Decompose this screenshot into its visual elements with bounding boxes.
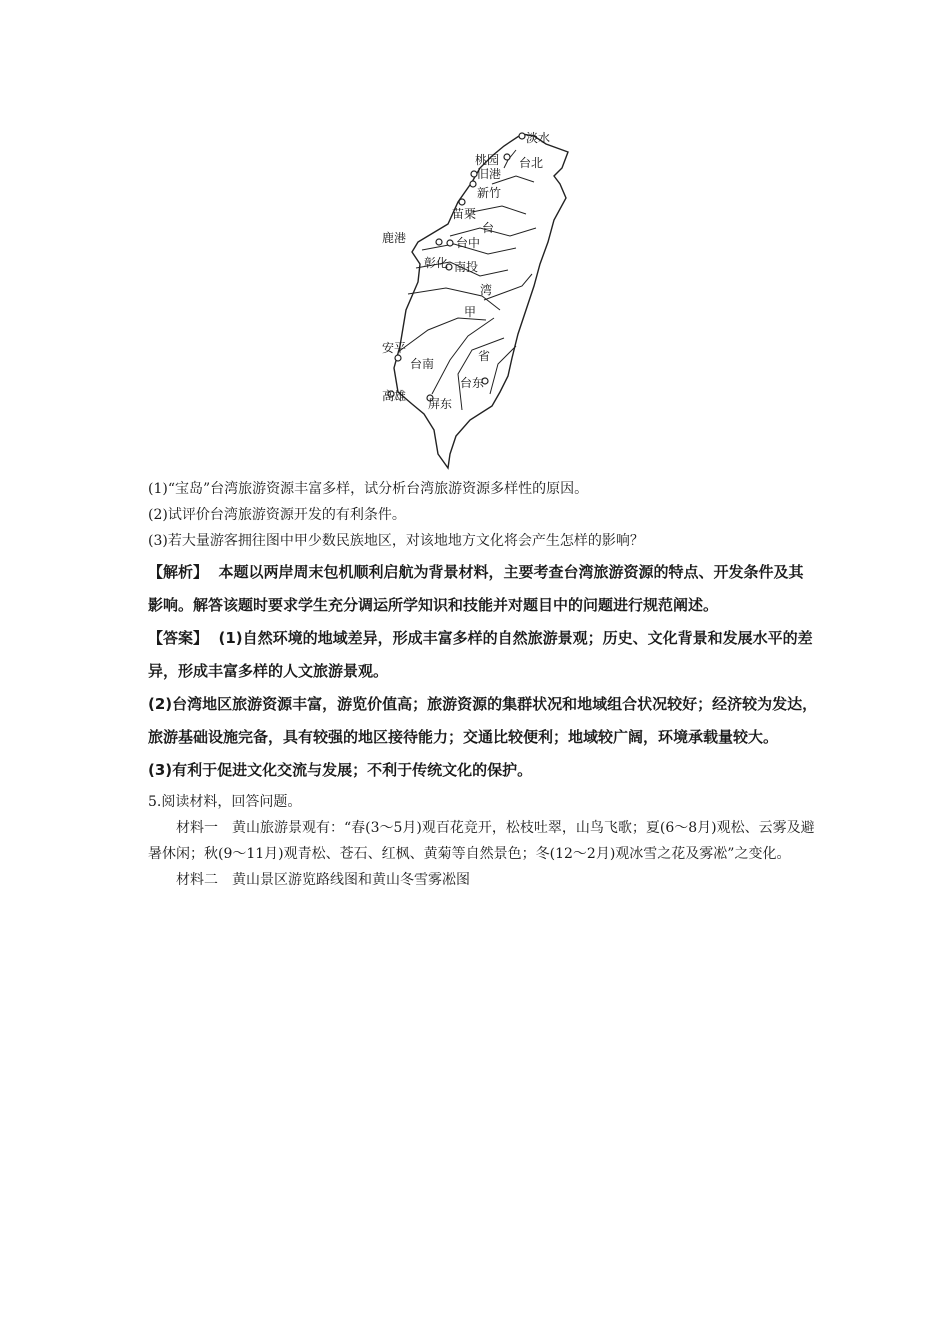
map-label-tai: 台	[482, 221, 495, 235]
question-3: (3)若大量游客拥往图中甲少数民族地区，对该地地方文化将会产生怎样的影响？	[148, 533, 644, 549]
map-label-miaoli: 苗栗	[452, 207, 477, 221]
map-label-sheng: 省	[478, 349, 491, 363]
question-5-title: 5.阅读材料，回答问题。	[148, 794, 302, 810]
taiwan-map	[376, 124, 576, 472]
answer-1: (1)自然环境的地域差异，形成丰富多样的自然旅游景观；历史、文化背景和发展水平的差异，形成丰富多样的人文旅游景观。	[148, 629, 813, 680]
map-label-taizhong: 台中	[456, 236, 481, 250]
analysis-block	[148, 556, 818, 622]
map-label-wan: 湾	[480, 283, 493, 297]
map-label-taidong: 台东	[460, 376, 485, 390]
question-1: (1)“宝岛”台湾旅游资源丰富多样，试分析台湾旅游资源多样性的原因。	[148, 481, 589, 497]
material-1: 材料一 黄山旅游景观有：“春(3～5月)观百花竞开，松枝吐翠，山鸟飞歌；夏(6～8月)观松、云雾及避暑休闲；秋(9～11月)观青松、苍石、红枫、黄菊等自然景色；冬(12～2月)观冰雪之花及雾凇”之变化。	[148, 820, 815, 862]
answer-tag: 【答案】	[148, 629, 209, 647]
answer-3: (3)有利于促进文化交流与发展；不利于传统文化的保护。	[148, 761, 533, 779]
answer-2: (2)台湾地区旅游资源丰富，游览价值高；旅游资源的集群状况和地域组合状况较好；经济较为发达，旅游基础设施完备，具有较强的地区接待能力；交通比较便利；地域较广阔，环境承载量较大。	[148, 695, 818, 746]
map-label-zhanghua: 彰化	[424, 256, 449, 270]
map-label-pingdong: 屏东	[428, 397, 453, 411]
map-label-xinzhu: 新竹	[477, 186, 502, 200]
analysis-tag: 【解析】	[148, 563, 209, 581]
map-label-tainan: 台南	[410, 357, 435, 371]
map-label-taibei: 台北	[519, 156, 544, 170]
material-2: 材料二 黄山景区游览路线图和黄山冬雪雾凇图	[176, 872, 470, 888]
map-label-taoyuan: 桃园	[475, 153, 500, 167]
question-2: (2)试评价台湾旅游资源开发的有利条件。	[148, 507, 406, 523]
map-label-jia: 甲	[464, 305, 477, 319]
map-label-jiugang: 旧港	[477, 167, 502, 181]
map-label-danshui: 淡水	[526, 131, 551, 145]
map-label-nantou: 南投	[454, 260, 479, 274]
analysis-text: 本题以两岸周末包机顺利启航为背景材料，主要考查台湾旅游资源的特点、开发条件及其影响。解答该题时要求学生充分调运所学知识和技能并对题目中的问题进行规范阐述。	[148, 563, 804, 614]
map-label-lugang: 鹿港	[382, 231, 407, 245]
map-label-anping: 安平	[382, 341, 407, 355]
answer-block	[148, 622, 818, 688]
document-body	[148, 476, 818, 893]
island-outline	[394, 134, 568, 468]
map-label-gaoxiong: 高雄	[382, 389, 407, 403]
